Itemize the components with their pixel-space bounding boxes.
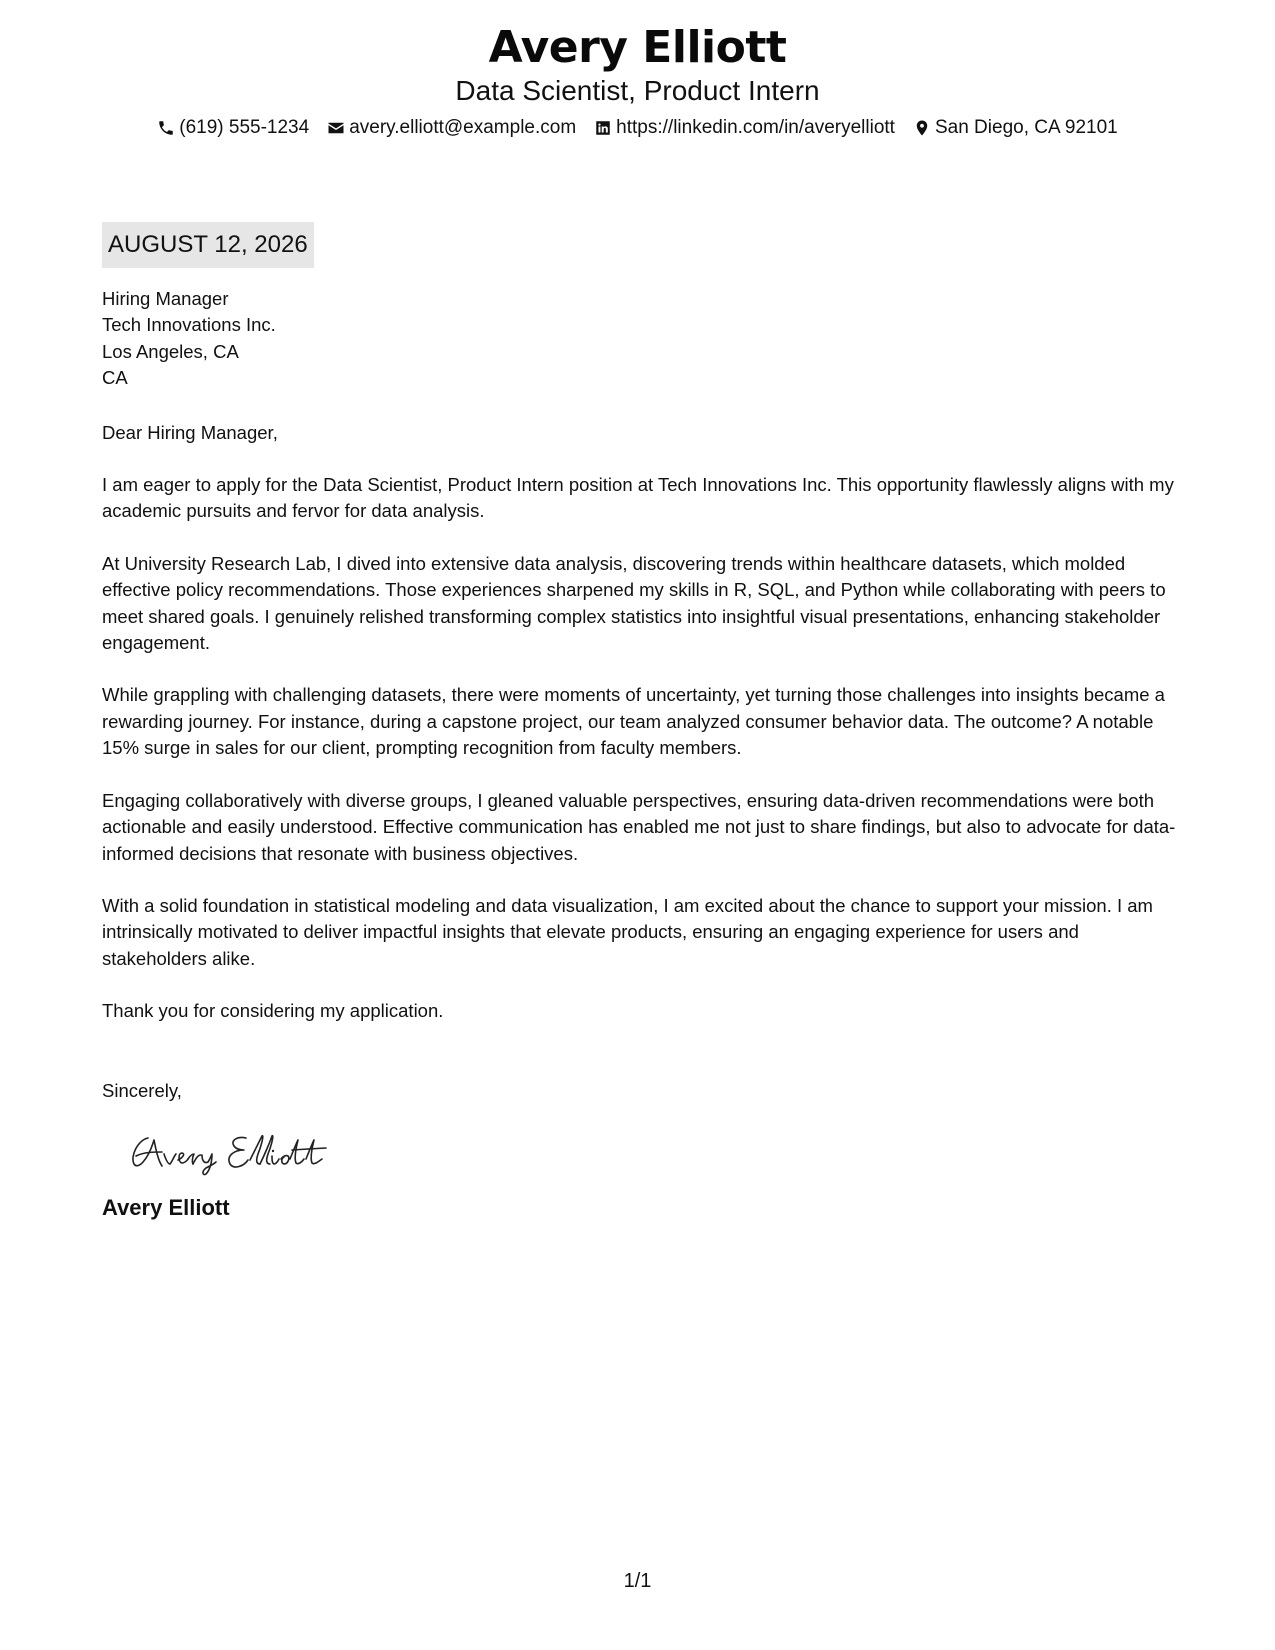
map-pin-icon — [913, 119, 931, 137]
linkedin-icon — [594, 119, 612, 137]
handwritten-signature — [126, 1126, 346, 1178]
letter-header — [0, 22, 1275, 140]
recipient-title: Hiring Manager — [102, 288, 229, 309]
recipient-city: Los Angeles, CA — [102, 340, 239, 362]
body-paragraph: With a solid foundation in statistical modeling and data visualization, I am excited about the chance to support your mission. I am intrinsically motivated to deliver impactful insights that elevate products, ensuring an engaging experience for users and stakeholders alike. — [102, 894, 1153, 969]
letter-date: AUGUST 12, 2026 — [102, 222, 314, 268]
applicant-role: Data Scientist, Product Intern — [455, 75, 820, 106]
body-paragraph: At University Research Lab, I dived into extensive data analysis, discovering trends within healthcare datasets, which molded effective policy recommendations. Those experiences sharpened my skills in R, SQL, and Python while collaborating with peers to meet shared goals. I genuinely relished transforming complex statistics into insightful visual presentations, enhancing stakeholder engagement. — [102, 552, 1166, 654]
phone-text: (619) 555-1234 — [179, 117, 310, 138]
contact-bar — [0, 116, 1275, 140]
body-paragraph: I am eager to apply for the Data Scientist, Product Intern position at Tech Innovations Inc. This opportunity flawlessly aligns with my academic pursuits and fervor for data analysis. — [102, 474, 1174, 522]
body-paragraph: Thank you for considering my application. — [102, 1000, 444, 1022]
location-text: San Diego, CA 92101 — [934, 117, 1118, 138]
body-paragraph: While grappling with challenging datasets, there were moments of uncertainty, yet turning those challenges into insights became a rewarding journey. For instance, during a capstone project, our team analyzed consumer behavior data. The outcome? A notable 15% surge in sales for our client, prompting recognition from faculty members. — [102, 684, 1165, 759]
letter-body — [102, 222, 1177, 1222]
contact-location — [913, 116, 1118, 140]
linkedin-text: https://linkedin.com/in/averyelliott — [616, 117, 895, 138]
closing: Sincerely, — [102, 1079, 182, 1101]
page-number: 1/1 — [623, 1570, 652, 1592]
signer-name: Avery Elliott — [102, 1194, 230, 1220]
salutation: Dear Hiring Manager, — [102, 421, 278, 443]
recipient-state: CA — [102, 367, 128, 389]
envelope-icon — [327, 119, 345, 137]
body-paragraph: Engaging collaboratively with diverse groups, I gleaned valuable perspectives, ensuring data-driven recommendations were both actionable and easily understood. Effective communication has enabled me not just to share findings, but also to advocate for data-informed decisions that resonate with business objectives. — [102, 789, 1176, 864]
contact-phone — [157, 116, 309, 140]
email-text: avery.elliott@example.com — [349, 117, 577, 138]
applicant-name: Avery Elliott — [488, 22, 787, 73]
phone-icon — [157, 119, 175, 137]
contact-email — [327, 116, 576, 140]
contact-linkedin — [594, 116, 895, 140]
recipient-company: Tech Innovations Inc. — [102, 314, 276, 336]
recipient-block — [102, 286, 1177, 392]
